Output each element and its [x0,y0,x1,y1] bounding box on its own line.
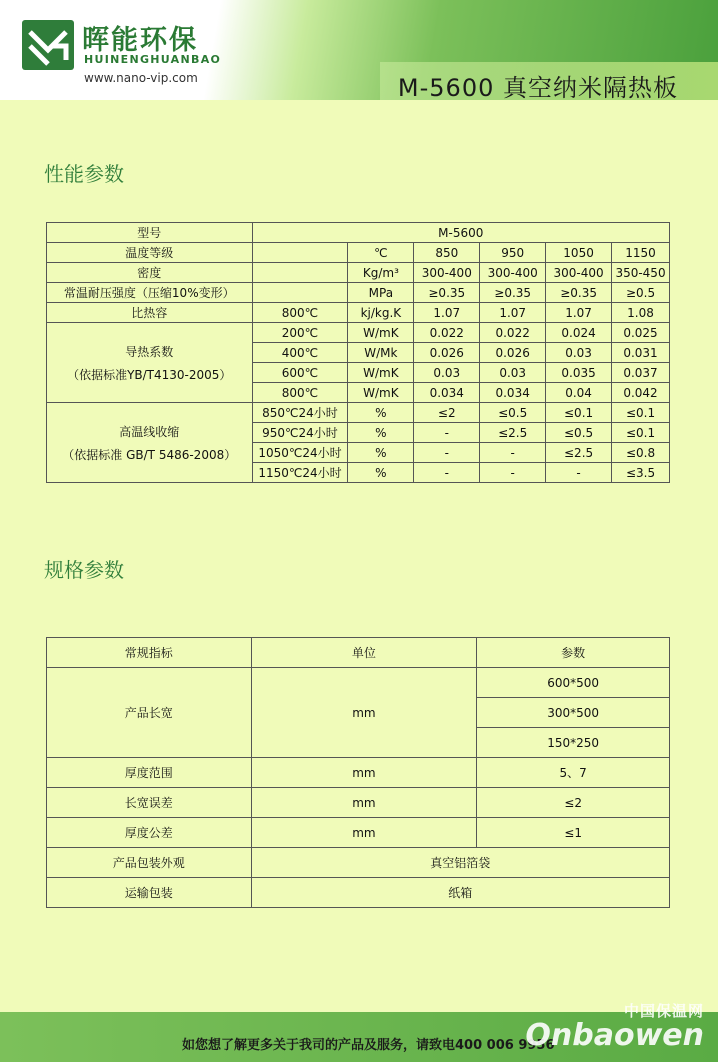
condition-cell: 1050℃24小时 [252,443,348,463]
table-row [47,668,670,698]
thickness-label: 厚度范围 [47,758,252,788]
transport-label: 运输包装 [47,878,252,908]
watermark [525,1000,704,1051]
value-cell: ≥0.35 [414,283,480,303]
unit-cell: % [348,443,414,463]
unit-cell: kj/kg.K [348,303,414,323]
unit-cell: W/mK [348,383,414,403]
table-row [47,638,670,668]
unit-cell: mm [251,668,477,758]
value-cell: ≥0.35 [546,283,612,303]
table-row [47,323,670,343]
condition-cell: 950℃24小时 [252,423,348,443]
unit-cell: % [348,423,414,443]
density-label: 密度 [47,263,253,283]
value-cell: 0.026 [480,343,546,363]
value-cell: 1.07 [414,303,480,323]
temp-grade-label: 温度等级 [47,243,253,263]
value-cell: - [414,463,480,483]
table-row [47,303,670,323]
table-row [47,758,670,788]
unit-cell: ℃ [348,243,414,263]
value-cell: 5、7 [477,758,670,788]
shrinkage-label [47,403,253,483]
value-cell: ≤0.1 [546,403,612,423]
value-cell: 1.08 [612,303,670,323]
table-row [47,878,670,908]
value-cell: 0.022 [414,323,480,343]
table-row [47,263,670,283]
value-cell: ≥0.5 [612,283,670,303]
value-cell: 0.025 [612,323,670,343]
thickness-tol-label: 厚度公差 [47,818,252,848]
brand-url: www.nano-vip.com [84,71,198,85]
value-cell: - [414,443,480,463]
table-row [47,818,670,848]
table-row [47,223,670,243]
transport-value: 纸箱 [251,878,669,908]
table-row [47,788,670,818]
conductivity-label-main: 导热系数 [125,344,174,359]
value-cell: 0.034 [414,383,480,403]
performance-table [46,222,670,483]
value-cell: 0.03 [480,363,546,383]
condition-cell: 1150℃24小时 [252,463,348,483]
unit-cell: % [348,463,414,483]
value-cell: 0.024 [546,323,612,343]
strength-label: 常温耐压强度（压缩10%变形） [47,283,253,303]
unit-cell: MPa [348,283,414,303]
brand-logo-icon [22,20,74,70]
value-cell: 300-400 [414,263,480,283]
empty-cell [252,263,348,283]
unit-cell: W/mK [348,323,414,343]
unit-cell: Kg/m³ [348,263,414,283]
value-cell: - [414,423,480,443]
watermark-cn: 中国保温网 [623,1002,704,1020]
shrinkage-label-main: 高温线收缩 [119,424,180,439]
value-cell: - [480,463,546,483]
conductivity-label-standard: （依据标准YB/T4130-2005） [67,367,232,382]
value-cell: ≤0.1 [612,403,670,423]
table-row [47,243,670,263]
value-cell: ≤2 [414,403,480,423]
model-label: 型号 [47,223,253,243]
spec-section-title: 规格参数 [44,558,124,582]
value-cell: - [480,443,546,463]
model-value: M-5600 [252,223,669,243]
value-cell: ≤0.8 [612,443,670,463]
value-cell: 0.03 [414,363,480,383]
unit-cell: W/mK [348,363,414,383]
value-cell: ≤2.5 [546,443,612,463]
value-cell: ≤3.5 [612,463,670,483]
value-cell: 0.022 [480,323,546,343]
table-row [47,403,670,423]
value-cell: 850 [414,243,480,263]
package-value: 真空铝箔袋 [251,848,669,878]
condition-cell: 800℃ [252,383,348,403]
value-cell: ≥0.35 [480,283,546,303]
unit-cell: % [348,403,414,423]
shrinkage-label-standard: （依据标准 GB/T 5486-2008） [62,447,237,462]
unit-cell: mm [251,758,477,788]
value-cell: 0.026 [414,343,480,363]
value-cell: 300-400 [546,263,612,283]
value-cell: 0.037 [612,363,670,383]
value-cell: 1.07 [546,303,612,323]
value-cell: 0.035 [546,363,612,383]
value-cell: ≤1 [477,818,670,848]
package-label: 产品包装外观 [47,848,252,878]
brand-name-cn: 晖能环保 [82,25,198,56]
value-cell: ≤0.5 [546,423,612,443]
performance-section-title: 性能参数 [44,162,124,186]
unit-cell: W/Mk [348,343,414,363]
brand-name-en: HUINENGHUANBAO [84,53,222,66]
watermark-en: Onbaowen [525,1018,704,1053]
value-cell: ≤2 [477,788,670,818]
value-cell: 1050 [546,243,612,263]
footer-contact-text: 如您想了解更多关于我司的产品及服务，请致电400 006 9956 [182,1038,555,1053]
value-cell: 1150 [612,243,670,263]
unit-cell: mm [251,818,477,848]
empty-cell [252,243,348,263]
value-cell: 0.034 [480,383,546,403]
value-cell: 300*500 [477,698,670,728]
spec-table [46,637,670,908]
value-cell: 150*250 [477,728,670,758]
lw-error-label: 长宽误差 [47,788,252,818]
header-cell: 单位 [251,638,477,668]
value-cell: 600*500 [477,668,670,698]
header-cell: 常规指标 [47,638,252,668]
heat-capacity-label: 比热容 [47,303,253,323]
value-cell: 350-450 [612,263,670,283]
unit-cell: mm [251,788,477,818]
table-row [47,283,670,303]
size-label: 产品长宽 [47,668,252,758]
value-cell: ≤0.1 [612,423,670,443]
condition-cell: 800℃ [252,303,348,323]
condition-cell: 600℃ [252,363,348,383]
value-cell: 0.042 [612,383,670,403]
condition-cell: 200℃ [252,323,348,343]
value-cell: 300-400 [480,263,546,283]
value-cell: 1.07 [480,303,546,323]
conductivity-label [47,323,253,403]
header-cell: 参数 [477,638,670,668]
value-cell: 950 [480,243,546,263]
value-cell: 0.04 [546,383,612,403]
table-row [47,848,670,878]
value-cell: 0.031 [612,343,670,363]
value-cell: ≤2.5 [480,423,546,443]
empty-cell [252,283,348,303]
product-title: M-5600 真空纳米隔热板 [397,74,678,102]
condition-cell: 850℃24小时 [252,403,348,423]
value-cell: - [546,463,612,483]
value-cell: ≤0.5 [480,403,546,423]
condition-cell: 400℃ [252,343,348,363]
value-cell: 0.03 [546,343,612,363]
